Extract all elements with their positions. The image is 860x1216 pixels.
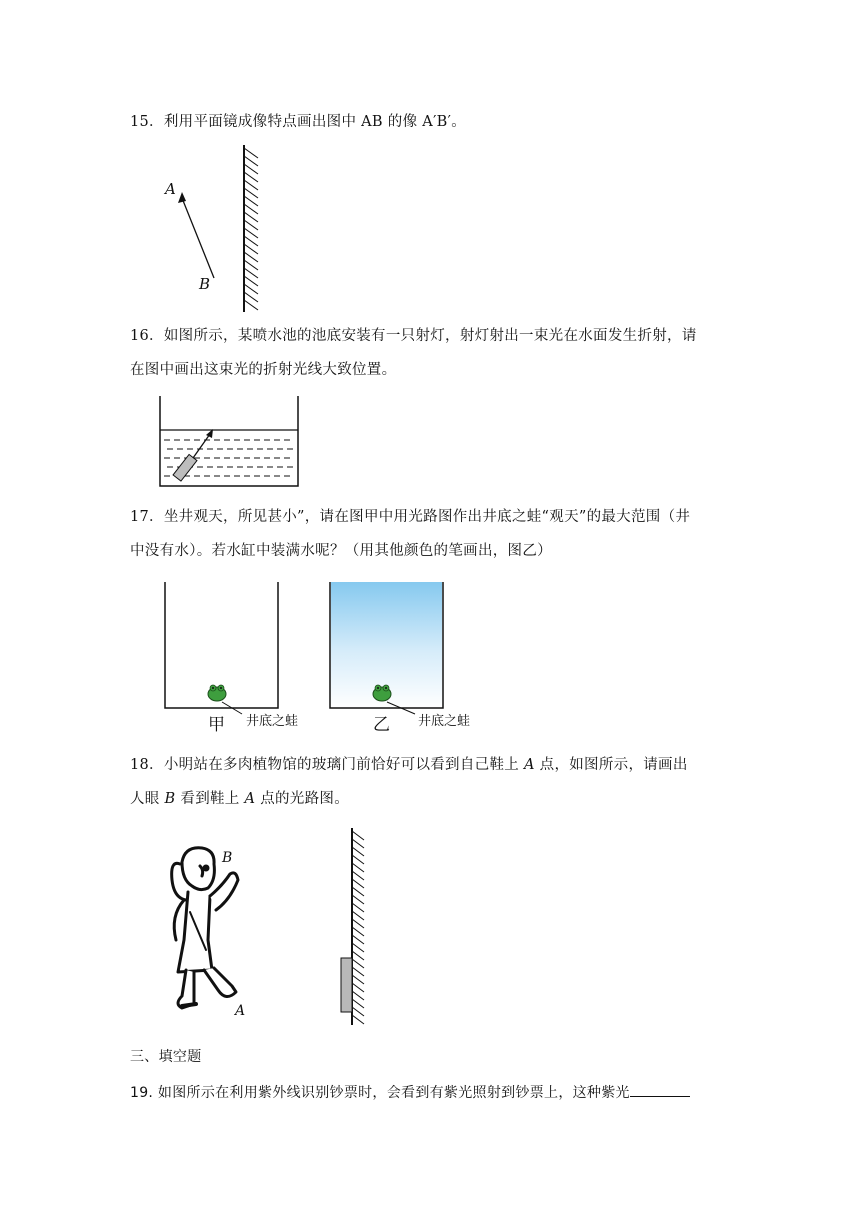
question-19-text: 19. 如图所示在利用紫外线识别钞票时，会看到有紫光照射到钞票上，这种紫光 — [130, 1085, 630, 1101]
question-16 — [130, 319, 730, 387]
figure-label-jia: 甲 — [208, 715, 225, 735]
arrow-ab — [182, 198, 214, 278]
frog-icon — [208, 685, 226, 701]
question-17-line-2: 中没有水）。若水缸中装满水呢？（用其他颜色的笔画出，图乙） — [130, 543, 552, 559]
question-19 — [130, 1076, 730, 1110]
question-18-line-1: 18．小明站在多肉植物馆的玻璃门前恰好可以看到自己鞋上 A 点，如图所示，请画出 — [130, 757, 688, 773]
label-eye-b: B — [222, 850, 233, 866]
light-beam — [193, 434, 210, 458]
question-17-line-1: 17．坐井观天，所见甚小”，请在图甲中用光路图作出井底之蛙“观天”的最大范围（井 — [130, 509, 691, 525]
section-title: 三、填空题 — [130, 1049, 202, 1065]
answer-blank[interactable] — [630, 1082, 690, 1097]
frog-icon — [373, 685, 391, 701]
door-block — [341, 958, 352, 1012]
arrow-head-a — [178, 192, 186, 203]
figure-17-well-right — [325, 580, 455, 715]
label-shoe-a: A — [235, 1003, 246, 1019]
question-15-text: 15．利用平面镜成像特点画出图中 AB 的像 A′B′。 — [130, 114, 467, 130]
frog-label-left: 井底之蛙 — [246, 714, 299, 729]
question-17 — [130, 500, 730, 568]
figure-15-mirror-diagram — [155, 140, 275, 320]
question-16-line-1: 16．如图所示，某喷水池的池底安装有一只射灯，射灯射出一束光在水面发生折射，请 — [130, 328, 697, 344]
figure-18-glass-door-mirror — [335, 825, 375, 1030]
frog-label-right: 井底之蛙 — [418, 714, 471, 729]
label-a: A — [165, 180, 176, 198]
question-18-line-2: 人眼 B 看到鞋上 A 点的光路图。 — [130, 791, 350, 807]
label-b: B — [199, 275, 211, 293]
question-16-line-2: 在图中画出这束光的折射光线大致位置。 — [130, 362, 397, 378]
question-15 — [130, 105, 730, 139]
figure-17-well-left — [160, 580, 290, 715]
figure-18-person-icon — [160, 840, 255, 1020]
question-18 — [130, 748, 730, 816]
figure-label-yi: 乙 — [373, 715, 390, 735]
figure-16-pool-diagram — [155, 394, 305, 490]
